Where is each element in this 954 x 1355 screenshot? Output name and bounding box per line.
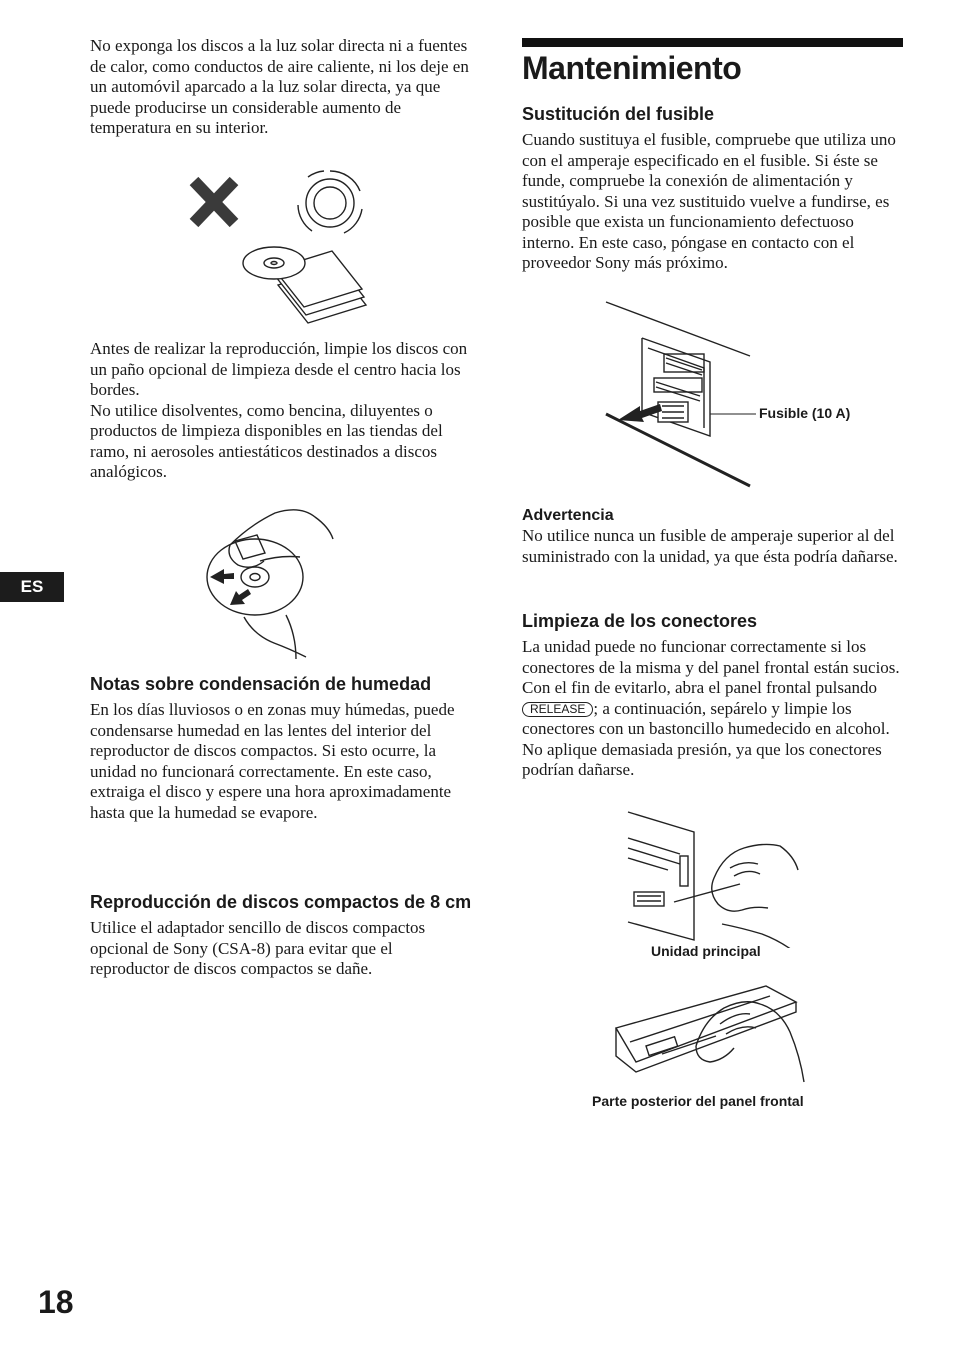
heading-connector-cleaning: Limpieza de los conectores bbox=[522, 611, 758, 631]
release-button-symbol: RELEASE bbox=[522, 702, 593, 717]
language-tab: ES bbox=[0, 572, 64, 602]
disc-stack-icon bbox=[243, 247, 366, 323]
heading-warning: Advertencia bbox=[522, 507, 614, 524]
front-panel-cleaning-illustration bbox=[610, 984, 810, 1084]
sunlight-disc-illustration bbox=[180, 165, 380, 325]
paragraph-condensation: En los días lluviosos o en zonas muy húmedas, puede condensarse humedad en las lentes del interior del reproductor de discos compactos. Si esto ocurre, la unidad no funcionará correctamente. En este caso, extraiga el disco y espere una hora aproximadamente hasta que la humedad se evapore. bbox=[90, 700, 455, 822]
paragraph-warning: No utilice nunca un fusible de amperaje superior al del suministrado con la unidad, ya que ésta podría dañarse. bbox=[522, 526, 898, 566]
sun-icon bbox=[298, 171, 362, 233]
title-rule bbox=[522, 38, 903, 47]
heading-fuse-replacement: Sustitución del fusible bbox=[522, 104, 715, 124]
disc-wiping-illustration bbox=[200, 505, 340, 660]
paragraph-connector-cleaning bbox=[522, 637, 907, 781]
paragraph-solvents-warning: No utilice disolventes, como bencina, diluyentes o productos de limpieza disponibles en las tiendas del ramo, ni aerosoles antiestáticos destinados a discos analógicos. bbox=[90, 400, 443, 481]
heading-condensation: Notas sobre condensación de humedad bbox=[90, 674, 432, 694]
main-unit-caption: Unidad principal bbox=[651, 943, 761, 959]
fuse-caption: Fusible (10 A) bbox=[759, 405, 851, 421]
connector-text-before: La unidad puede no funcionar correctamente si los conectores de la misma y del panel frontal están sucios. Con el fin de evitarlo, abra el panel frontal pulsando bbox=[522, 637, 900, 697]
paragraph-disc-cleaning: Antes de realizar la reproducción, limpie los discos con un paño opcional de limpieza desde el centro hacia los bordes. bbox=[90, 339, 468, 399]
connector-icon bbox=[634, 892, 664, 906]
heading-8cm-discs: Reproducción de discos compactos de 8 cm bbox=[90, 892, 472, 912]
prohibited-x-icon bbox=[194, 181, 234, 223]
fuse-illustration bbox=[600, 298, 760, 492]
paragraph-sunlight-warning: No exponga los discos a la luz solar directa ni a fuentes de calor, como conductos de aire caliente, ni los deje en un automóvil aparcado a la luz solar directa, ya que puede producirse un considerable aumento de temperatura en su interior. bbox=[90, 36, 469, 137]
main-unit-cleaning-illustration bbox=[622, 808, 802, 948]
arrow-icon bbox=[618, 404, 662, 422]
page-title: Mantenimiento bbox=[522, 50, 742, 86]
paragraph-fuse-replacement: Cuando sustituya el fusible, compruebe que utiliza uno con el amperaje especificado en el fusible. Si éste se funde, compruebe la conexión de alimentación y sustitúyalo. Si una vez sustituido vuelve a fundirse, es posible que exista un funcionamiento defectuoso interno. En este caso, póngase en contacto con el proveedor Sony más próximo. bbox=[522, 130, 896, 272]
hand-icon bbox=[696, 1002, 804, 1082]
paragraph-8cm-discs: Utilice el adaptador sencillo de discos compactos opcional de Sony (CSA-8) para evitar que el reproductor de discos compactos se dañe. bbox=[90, 918, 426, 978]
connector-text-after: ; a continuación, sepárelo y limpie los conectores con un bastoncillo humedecido en alcohol. No aplique demasiada presión, ya que los conectores podrían dañarse. bbox=[522, 698, 890, 779]
page-number: 18 bbox=[38, 1284, 74, 1320]
cotton-swab-icon bbox=[674, 884, 740, 902]
hand-icon bbox=[712, 844, 798, 948]
front-panel-caption: Parte posterior del panel frontal bbox=[592, 1093, 804, 1109]
